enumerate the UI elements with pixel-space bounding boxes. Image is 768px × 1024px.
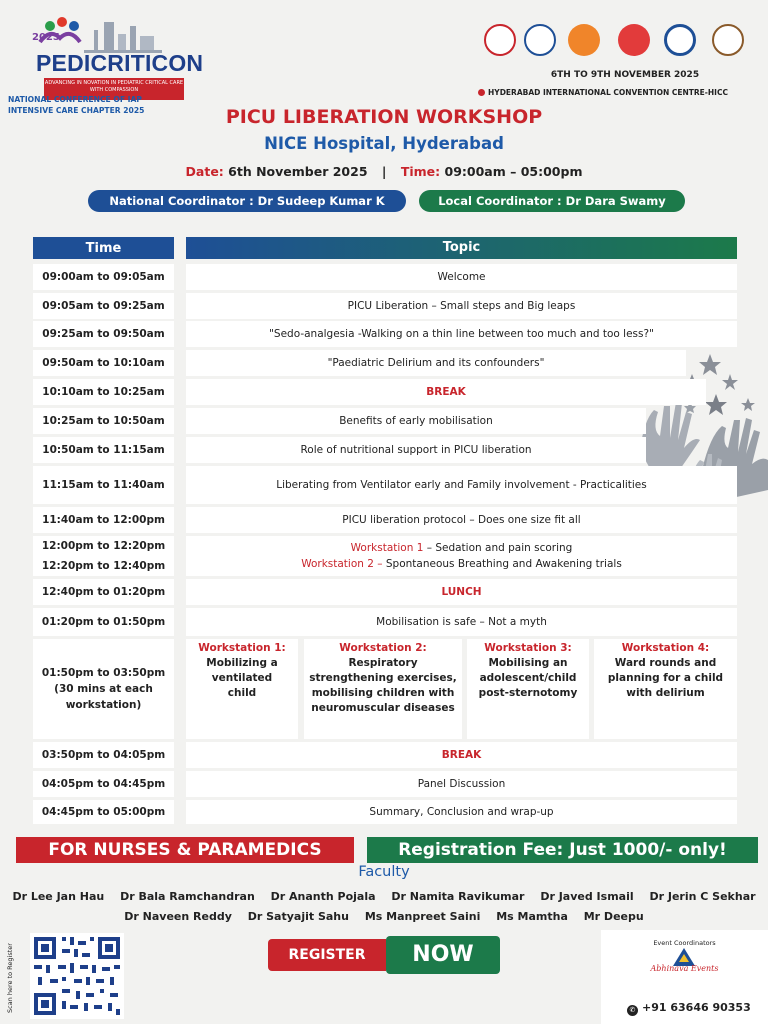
table-row-topic: Liberating from Ventilator early and Family involvement - Practicalities — [186, 466, 737, 504]
workstation-time-cell: 12:00pm to 12:20pm 12:20pm to 12:40pm — [33, 536, 174, 576]
local-coordinator-badge: Local Coordinator : Dr Dara Swamy — [419, 190, 685, 212]
workshop-venue: NICE Hospital, Hyderabad — [264, 134, 504, 153]
workstation-1-cell: Workstation 1: Mobilizing a ventilated child — [186, 639, 298, 739]
conference-name-line1: NATIONAL CONFERENCE OF IAP — [8, 95, 142, 104]
logo-year: 2025 — [32, 32, 60, 43]
table-row-time: 04:45pm to 05:00pm — [33, 800, 174, 824]
table-row-topic: Summary, Conclusion and wrap-up — [186, 800, 737, 824]
faculty-name: Dr Javed Ismail — [540, 890, 634, 903]
table-row-topic: "Sedo-analgesia -Walking on a thin line between too much and too less?" — [186, 321, 737, 347]
register-button[interactable]: REGISTER — [268, 939, 386, 971]
break-row: BREAK — [186, 379, 706, 405]
faculty-name: Dr Bala Ramchandran — [120, 890, 255, 903]
faculty-list-line1 — [0, 890, 768, 903]
workshop-title: PICU LIBERATION WORKSHOP — [225, 106, 543, 128]
table-row-time: 09:50am to 10:10am — [33, 350, 174, 376]
workstation-1-label: Workstation 1 — [350, 542, 424, 554]
faculty-name: Mr Deepu — [583, 910, 644, 923]
table-row-time: 03:50pm to 04:05pm — [33, 742, 174, 768]
table-row-time: 04:05pm to 04:45pm — [33, 771, 174, 797]
national-coordinator-badge: National Coordinator : Dr Sudeep Kumar K — [88, 190, 406, 212]
lunch-row: LUNCH — [186, 579, 737, 605]
heart-logo-icon — [568, 24, 600, 56]
medical-society-seal-icon — [618, 24, 650, 56]
event-coordinators-label: Event Coordinators — [653, 939, 716, 947]
table-row-time: 10:50am to 11:15am — [33, 437, 174, 463]
faculty-name: Dr Ananth Pojala — [270, 890, 376, 903]
break-row: BREAK — [186, 742, 737, 768]
phone-icon: ✆ — [627, 1005, 638, 1016]
table-row-time: 09:00am to 09:05am — [33, 264, 174, 290]
table-row-time: 11:15am to 11:40am — [33, 466, 174, 504]
workstation-topic-cell: Workstation 1 – Sedation and pain scoring Workstation 2 – Spontaneous Breathing and Awakening trials — [186, 536, 737, 576]
register-now-button[interactable]: NOW — [386, 936, 500, 974]
faculty-name: Ms Mamtha — [496, 910, 568, 923]
faculty-name: Ms Manpreet Saini — [364, 910, 481, 923]
date-time-line — [0, 164, 768, 179]
workstation-3-cell: Workstation 3: Mobilising an adolescent/child post-sternotomy — [467, 639, 589, 739]
conference-name-line2: INTENSIVE CARE CHAPTER 2025 — [8, 106, 145, 115]
topic-column-header: Topic — [186, 237, 737, 259]
time-column-header: Time — [33, 237, 174, 259]
faculty-heading: Faculty — [358, 864, 410, 880]
table-row-topic: Role of nutritional support in PICU liberation — [186, 437, 646, 463]
table-row-time: 01:20pm to 01:50pm — [33, 608, 174, 636]
table-row-time: 09:05am to 09:25am — [33, 293, 174, 319]
logo-text: PEDICRITICON — [36, 50, 204, 76]
academy-seal-icon — [664, 24, 696, 56]
registration-qr-code-icon[interactable] — [30, 933, 124, 1019]
table-row-topic: Panel Discussion — [186, 771, 737, 797]
table-row-topic: PICU Liberation – Small steps and Big leaps — [186, 293, 737, 319]
registration-fee-banner: Registration Fee: Just 1000/- only! — [367, 837, 758, 863]
faculty-name: Dr Lee Jan Hau — [12, 890, 105, 903]
time-label: Time: — [400, 164, 441, 179]
iap-chapter-logo-icon — [524, 24, 556, 56]
event-coordinators-box — [601, 930, 768, 1024]
time-value: 09:00am – 05:00pm — [444, 164, 583, 179]
date-value: 6th November 2025 — [228, 164, 368, 179]
table-row-topic: Benefits of early mobilisation — [186, 408, 646, 434]
workstation-2-cell: Workstation 2: Respiratory strengthening exercises, mobilising children with neuromuscular diseases — [304, 639, 462, 739]
date-label: Date: — [185, 164, 224, 179]
table-row-time: 10:10am to 10:25am — [33, 379, 174, 405]
scan-instruction: Scan here to Register — [6, 943, 14, 1013]
iap-emblem-icon — [484, 24, 516, 56]
venue: HYDERABAD INTERNATIONAL CONVENTION CENTRE-HICC — [478, 88, 758, 97]
faculty-name: Dr Satyajit Sahu — [247, 910, 349, 923]
table-row-time: 12:40pm to 01:20pm — [33, 579, 174, 605]
table-row-time: 09:25am to 09:50am — [33, 321, 174, 347]
workstation-4-cell: Workstation 4: Ward rounds and planning for a child with delirium — [594, 639, 737, 739]
faculty-list-line2 — [0, 910, 768, 923]
table-row-topic: "Paediatric Delirium and its confounders" — [186, 350, 686, 376]
location-pin-icon — [478, 89, 485, 96]
table-row-topic: Mobilisation is safe – Not a myth — [186, 608, 737, 636]
logo-tagline: ADVANCING IN NOVATION IN PEDIATRIC CRITICAL CARE WITH COMPASSION — [44, 78, 184, 100]
faculty-name: Dr Naveen Reddy — [124, 910, 232, 923]
audience-banner: FOR NURSES & PARAMEDICS — [16, 837, 354, 863]
event-company-name: Abhinava Events — [650, 964, 719, 973]
faculty-name: Dr Jerin C Sekhar — [649, 890, 756, 903]
table-row-time: 10:25am to 10:50am — [33, 408, 174, 434]
table-row-topic: Welcome — [186, 264, 737, 290]
workstation-2-label: Workstation 2 – — [301, 558, 383, 570]
contact-phone: ✆ +91 63646 90353 — [627, 1001, 768, 1016]
faculty-name: Dr Namita Ravikumar — [391, 890, 525, 903]
rotation-time-cell: 01:50pm to 03:50pm (30 mins at each workstation) — [33, 639, 174, 739]
separator: | — [381, 164, 387, 179]
table-row-topic: PICU liberation protocol – Does one size fit all — [186, 507, 737, 533]
event-dates: 6TH TO 9TH NOVEMBER 2025 — [550, 70, 700, 80]
institution-seal-icon — [712, 24, 744, 56]
table-row-time: 11:40am to 12:00pm — [33, 507, 174, 533]
